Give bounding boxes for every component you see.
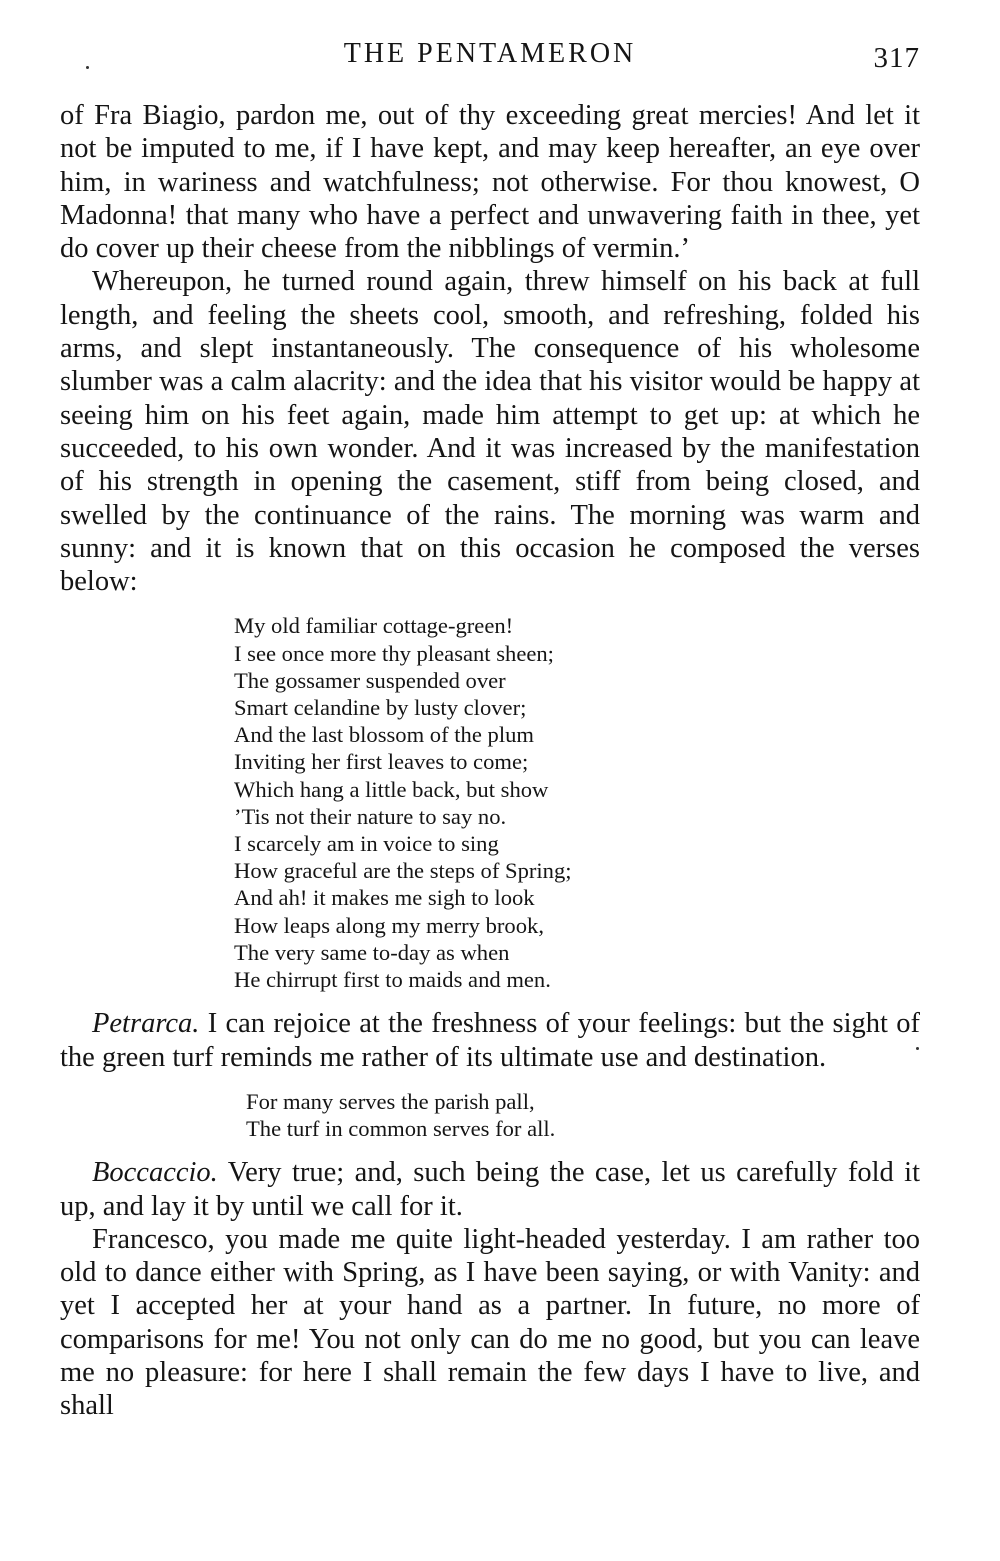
verse-line: He chirrupt first to maids and men. (234, 967, 551, 993)
verse-line: And the last blossom of the plum (234, 722, 534, 748)
verse-line: I see once more thy pleasant sheen; (234, 640, 554, 666)
dialogue-text: Very true; and, such being the case, let us carefully fold it up, and lay it by until we call for it. (60, 1157, 920, 1222)
speaker-name: Boccaccio. (92, 1157, 218, 1189)
verse-line: How leaps along my merry brook, (234, 912, 544, 938)
running-header (60, 38, 920, 84)
dialogue-text: I can rejoice at the freshness of your feelings: but the sight of the green turf reminds me rather of its ultimate use and destination. (60, 1008, 920, 1073)
speaker-name: Petrarca. (92, 1008, 200, 1040)
body-text (60, 99, 920, 1423)
paragraph: Francesco, you made me quite light-headed yesterday. I am rather too old to dance either with Spring, as I have been saying, or with Vanity: and yet I accepted her at your hand as a partner. In future, no more of comparisons for me! You not only can do me no good, but you can leave me no pleasure: for here I shall remain the few days I have to live, and shall (60, 1223, 920, 1422)
running-title: THE PENTAMERON (343, 38, 637, 69)
verse-line: Which hang a little back, but show (234, 776, 549, 802)
verse-line: The gossamer suspended over (234, 667, 506, 693)
verse-line: For many serves the parish pall, (246, 1088, 535, 1114)
verse-line: How graceful are the steps of Spring; (234, 858, 572, 884)
paragraph: of Fra Biagio, pardon me, out of thy exceeding great mercies! And let it not be imputed to me, if I have kept, and may keep hereafter, an eye over him, in wariness and watchfulness; not otherwise. For thou knowest, O Madonna! that many who have a perfect and unwavering faith in thee, yet do cover up their cheese from the nibblings of vermin.’ (60, 100, 920, 265)
verse-line: Smart celandine by lusty clover; (234, 695, 527, 721)
verse-line: Inviting her first leaves to come; (234, 749, 529, 775)
verse-stanza (60, 612, 920, 993)
verse-line: ’Tis not their nature to say no. (234, 803, 507, 829)
dialogue-paragraph (60, 1007, 920, 1074)
verse-line: The turf in common serves for all. (246, 1116, 556, 1142)
verse-line: And ah! it makes me sigh to look (234, 885, 535, 911)
verse-line: My old familiar cottage-green! (234, 613, 514, 639)
verse-line: The very same to-day as when (234, 939, 510, 965)
page-number: 317 (873, 42, 920, 74)
verse-couplet (60, 1088, 920, 1142)
paragraph: Whereupon, he turned round again, threw himself on his back at full length, and feeling the sheets cool, smooth, and refreshing, folded his arms, and slept instantaneously. The consequence of his wholesome slumber was a calm alacrity: and the idea that his visitor would be happy at seeing him on his feet again, made him attempt to get up: at which he succeeded, to his own wonder. And it was increased by the manifestation of his strength in opening the casement, stiff from being closed, and swelled by the continuance of the rains. The morning was warm and sunny: and it is known that on this occasion he composed the verses below: (60, 266, 920, 598)
verse-line: I scarcely am in voice to sing (234, 831, 499, 857)
dialogue-paragraph (60, 1156, 920, 1223)
